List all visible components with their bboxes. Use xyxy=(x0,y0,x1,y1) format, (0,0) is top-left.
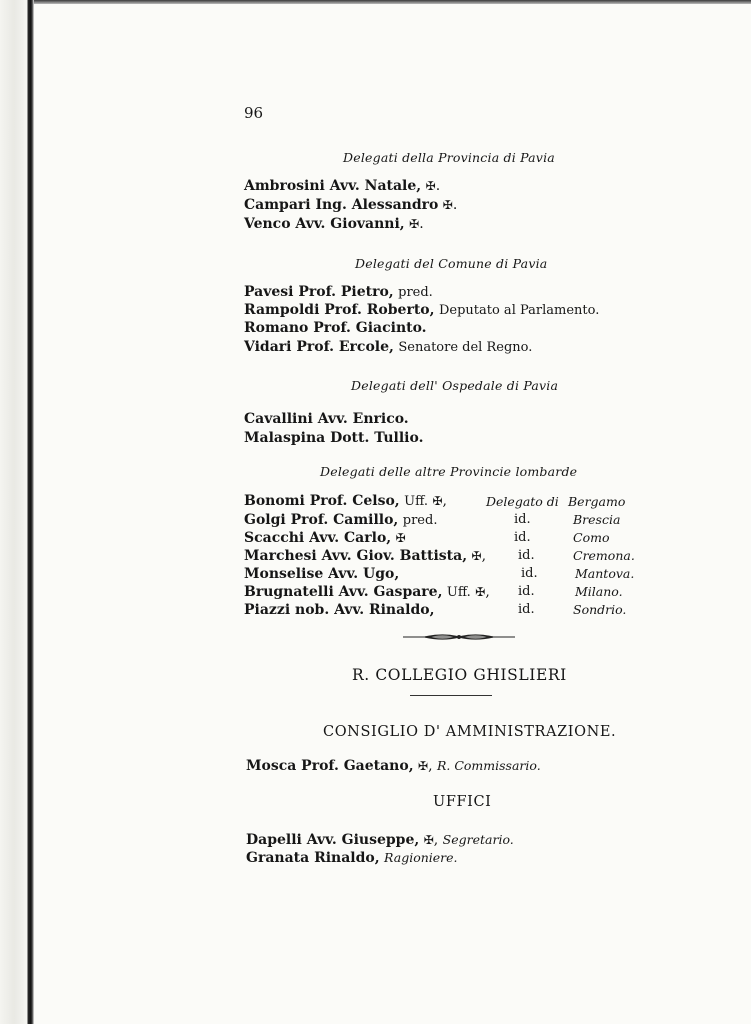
delegate-place: Como xyxy=(573,530,610,545)
title-underline xyxy=(410,695,492,696)
list-item: Golgi Prof. Camillo, pred. xyxy=(244,512,438,528)
page-number: 96 xyxy=(244,104,264,122)
delegate-role: id. xyxy=(521,566,538,581)
cross-icon: ✠ xyxy=(442,198,453,212)
list-item: Rampoldi Prof. Roberto, Deputato al Parlamento. xyxy=(244,302,600,318)
list-item: Granata Rinaldo, Ragioniere. xyxy=(246,850,458,866)
delegate-place: Milano. xyxy=(575,584,623,599)
cross-icon: ✠ xyxy=(395,531,406,545)
page-top-edge xyxy=(34,0,751,4)
delegate-role: id. xyxy=(514,530,531,545)
list-item: Bonomi Prof. Celso, Uff. ✠, xyxy=(244,493,447,509)
list-item: Monselise Avv. Ugo, xyxy=(244,566,400,582)
list-item: Scacchi Avv. Carlo, ✠ xyxy=(244,530,406,546)
delegate-role: Delegato di xyxy=(486,494,559,509)
cross-icon: ✠ xyxy=(475,585,486,599)
list-item: Marchesi Avv. Giov. Battista, ✠, xyxy=(244,548,487,564)
cross-icon: ✠ xyxy=(418,759,429,773)
list-item: Campari Ing. Alessandro ✠. xyxy=(244,197,458,213)
delegate-place: Mantova. xyxy=(575,566,635,581)
section-heading-comune: Delegati del Comune di Pavia xyxy=(355,256,548,271)
ornamental-divider-icon xyxy=(403,630,515,644)
list-item: Brugnatelli Avv. Gaspare, Uff. ✠, xyxy=(244,584,490,600)
uffici-heading: UFFICI xyxy=(433,794,492,810)
consiglio-heading: CONSIGLIO D' AMMINISTRAZIONE. xyxy=(323,724,617,740)
list-item: Pavesi Prof. Pietro, pred. xyxy=(244,284,433,300)
list-item: Piazzi nob. Avv. Rinaldo, xyxy=(244,602,435,618)
collegio-title: R. COLLEGIO GHISLIERI xyxy=(352,666,567,684)
delegate-place: Sondrio. xyxy=(573,602,627,617)
list-item: Mosca Prof. Gaetano, ✠, R. Commissario. xyxy=(246,758,541,774)
delegate-role: id. xyxy=(518,584,535,599)
list-item: Cavallini Avv. Enrico. xyxy=(244,411,409,427)
cross-icon: ✠ xyxy=(432,494,443,508)
delegate-place: Cremona. xyxy=(573,548,635,563)
cross-icon: ✠ xyxy=(425,179,436,193)
list-item: Vidari Prof. Ercole, Senatore del Regno. xyxy=(244,339,533,355)
list-item: Ambrosini Avv. Natale, ✠. xyxy=(244,178,441,194)
cross-icon: ✠ xyxy=(423,833,434,847)
list-item: Venco Avv. Giovanni, ✠. xyxy=(244,216,424,232)
delegate-place: Bergamo xyxy=(568,494,626,509)
cross-icon: ✠ xyxy=(471,549,482,563)
list-item: Dapelli Avv. Giuseppe, ✠, Segretario. xyxy=(246,832,514,848)
section-heading-lombarde: Delegati delle altre Provincie lombarde xyxy=(320,464,578,479)
list-item: Romano Prof. Giacinto. xyxy=(244,320,427,336)
section-heading-ospedale: Delegati dell' Ospedale di Pavia xyxy=(351,378,559,393)
cross-icon: ✠ xyxy=(409,217,420,231)
delegate-place: Brescia xyxy=(573,512,621,527)
delegate-role: id. xyxy=(518,602,535,617)
delegate-role: id. xyxy=(518,548,535,563)
section-heading-provincia: Delegati della Provincia di Pavia xyxy=(343,150,555,165)
list-item: Malaspina Dott. Tullio. xyxy=(244,430,424,446)
book-spine-edge xyxy=(0,0,34,1024)
delegate-role: id. xyxy=(514,512,531,527)
